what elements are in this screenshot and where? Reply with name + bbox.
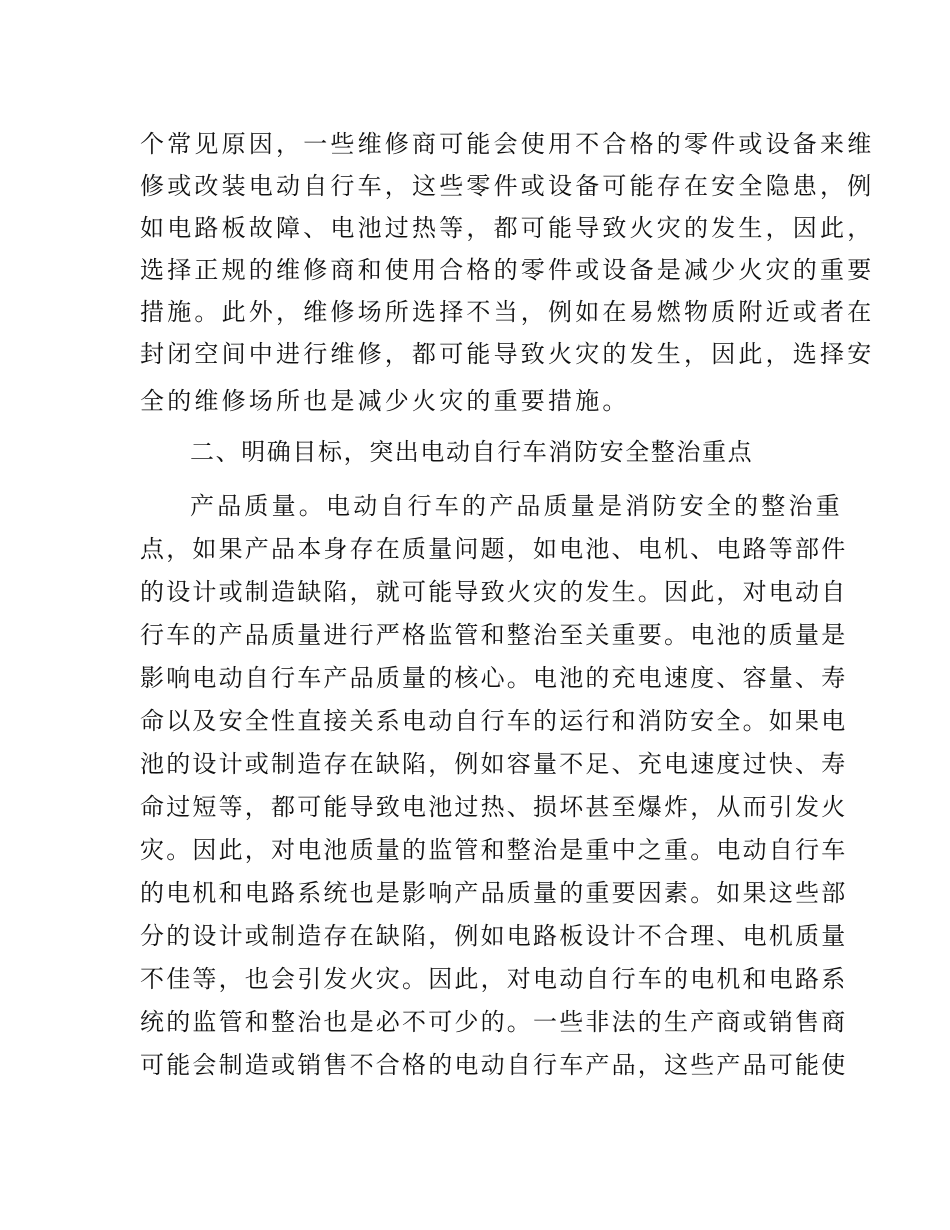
- paragraph-line: 统的监管和整治也是必不可少的。一些非法的生产商或销售商: [140, 1008, 848, 1036]
- paragraph-line: 全的维修场所也是减少火灾的重要措施。: [140, 387, 630, 415]
- paragraph-line: 如电路板故障、电池过热等，都可能导致火灾的发生，因此，: [140, 214, 875, 242]
- paragraph-line: 行车的产品质量进行严格监管和整治至关重要。电池的质量是: [140, 621, 848, 649]
- paragraph-line: 命过短等，都可能导致电池过热、损坏甚至爆炸，从而引发火: [140, 793, 848, 821]
- paragraph-line: 池的设计或制造存在缺陷，例如容量不足、充电速度过快、寿: [140, 750, 848, 778]
- paragraph-line: 封闭空间中进行维修，都可能导致火灾的发生，因此，选择安: [140, 340, 875, 368]
- paragraph-line: 命以及安全性直接关系电动自行车的运行和消防安全。如果电: [140, 707, 848, 735]
- paragraph-line: 产品质量。电动自行车的产品质量是消防安全的整治重: [190, 492, 843, 520]
- paragraph-line: 的设计或制造缺陷，就可能导致火灾的发生。因此，对电动自: [140, 578, 848, 606]
- paragraph-line: 措施。此外，维修场所选择不当，例如在易燃物质附近或者在: [140, 298, 875, 326]
- paragraph-line: 修或改装电动自行车，这些零件或设备可能存在安全隐患，例: [140, 172, 875, 200]
- paragraph-line: 分的设计或制造存在缺陷，例如电路板设计不合理、电机质量: [140, 922, 848, 950]
- paragraph-line: 影响电动自行车产品质量的核心。电池的充电速度、容量、寿: [140, 664, 848, 692]
- section-heading: 二、明确目标，突出电动自行车消防安全整治重点: [190, 438, 754, 466]
- paragraph-line: 个常见原因，一些维修商可能会使用不合格的零件或设备来维: [140, 130, 875, 158]
- paragraph-line: 点，如果产品本身存在质量问题，如电池、电机、电路等部件: [140, 535, 848, 563]
- paragraph-line: 的电机和电路系统也是影响产品质量的重要因素。如果这些部: [140, 879, 848, 907]
- paragraph-line: 不佳等，也会引发火灾。因此，对电动自行车的电机和电路系: [140, 965, 848, 993]
- paragraph-line: 灾。因此，对电池质量的监管和整治是重中之重。电动自行车: [140, 836, 848, 864]
- paragraph-line: 可能会制造或销售不合格的电动自行车产品，这些产品可能使: [140, 1051, 848, 1079]
- paragraph-line: 选择正规的维修商和使用合格的零件或设备是减少火灾的重要: [140, 256, 875, 284]
